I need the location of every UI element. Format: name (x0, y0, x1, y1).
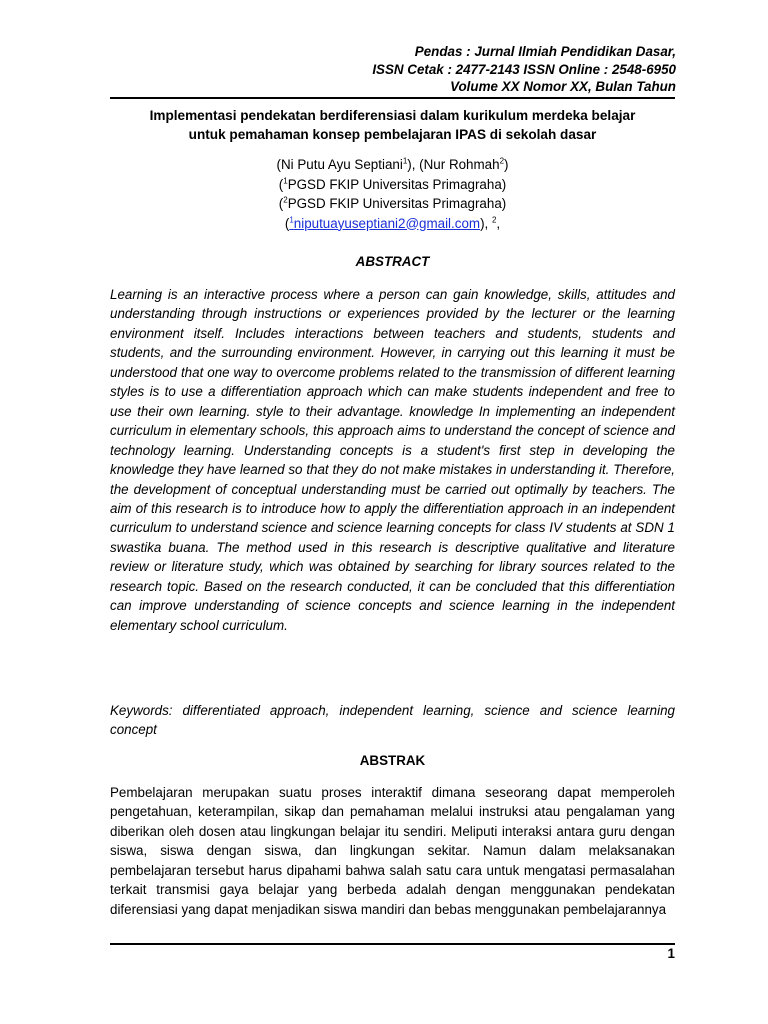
title-line-2: untuk pemahaman konsep pembelajaran IPAS di sekolah dasar (188, 127, 597, 142)
journal-header (372, 43, 676, 96)
issn-line: ISSN Cetak : 2477-2143 ISSN Online : 2548-6950 (372, 61, 676, 77)
affiliation-2-text: PGSD FKIP Universitas Primagraha (287, 196, 502, 211)
affiliation-1: ($^1$PGSD FKIP Universitas Primagraha) (278, 176, 507, 192)
abstrak-body: Pembelajaran merupakan suatu proses interaktif dimana seseorang dapat memperoleh pengetahuan, keterampilan, sikap dan pemahaman melalui instruksi atau pengalaman yang diberikan oleh dosen atau lingkungan belajar itu sendiri. Meliputi interaksi antara guru dengan siswa, siswa dengan siswa, dan lingkungan sekitar. Namun dalam melaksanakan pembelajaran tersebut harus dipahami bahwa salah satu cara untuk mengatasi permasalahan terkait transmisi gaya belajar yang berbeda adalah dengan menggunakan pendekatan diferensiasi yang dapat menjadikan siswa mandiri dan bebas menggunakan pembelajarannya (110, 785, 675, 917)
author-names: (Ni Putu Ayu Septiani$^1$), (Nur Rohmah$^2$) (276, 156, 509, 172)
volume-line: Volume XX Nomor XX, Bulan Tahun (450, 79, 676, 94)
abstrak-heading: ABSTRAK (359, 753, 426, 768)
author-1-name: Ni Putu Ayu Septiani (280, 157, 403, 172)
affiliation-1-text: PGSD FKIP Universitas Primagraha (287, 176, 502, 192)
author-2-sup: 2 (499, 156, 505, 166)
author-1-email-link[interactable] (289, 216, 480, 231)
author-1-sup: 1 (402, 156, 408, 166)
title-line-1: Implementasi pendekatan berdiferensiasi dalam kurikulum merdeka belajar (149, 108, 636, 123)
email-2-sup: 2 (491, 215, 497, 225)
paper-title (110, 106, 675, 144)
affiliation-2-sup: 2 (283, 195, 288, 205)
author-emails: ($^1$niputuayuseptiani2@gmail.com), $^2$, (284, 215, 501, 231)
abstract-heading: ABSTRACT (355, 254, 430, 269)
email-sup: 1 (289, 215, 294, 225)
affiliation-2: ($^2$PGSD FKIP Universitas Primagraha) (278, 195, 507, 211)
affiliation-1-sup: 1 (283, 176, 288, 186)
author-1-email: niputuayuseptiani2@gmail.com (293, 215, 481, 231)
abstract-body: Learning is an interactive process where a person can gain knowledge, skills, attitudes and understanding through instructions or experiences provided by the lecturer or the learning environment itself. Includes interactions between teachers and students, students and students, and the surrounding environment. However, in carrying out this learning it must be understood that one way to overcome problems related to the transmission of different learning styles is to use a differentiation approach which can make students independent and free to use their own learning. style to their advantage. knowledge In implementing an independent curriculum in elementary schools, this approach aims to understand the concept of science and technology learning. Understanding concepts is a student's first step in developing the knowledge they have learned so that they do not make mistakes in understanding it. Therefore, the development of conceptual understanding must be carried out optimally by teachers. The aim of this research is to introduce how to apply the differentiation approach in an independent curriculum to understand science and science learning concepts for class IV students at SDN 1 swastika buana. The method used in this research is descriptive qualitative and literature review or literature study, which was obtained by searching for library sources related to the research topic. Based on the research conducted, it can be concluded that this differentiation can improve understanding of science concepts and science learning in the independent elementary school curriculum. (110, 287, 675, 633)
journal-name: Pendas : Jurnal Ilmiah Pendidikan Dasar, (414, 44, 676, 59)
author-block (110, 155, 675, 233)
page-number: 1 (667, 946, 675, 961)
keywords: Keywords: differentiated approach, independent learning, science and science learning concept (110, 703, 675, 738)
author-2-name: Nur Rohmah (423, 157, 500, 172)
footer-divider (110, 943, 675, 945)
header-divider (110, 97, 675, 99)
